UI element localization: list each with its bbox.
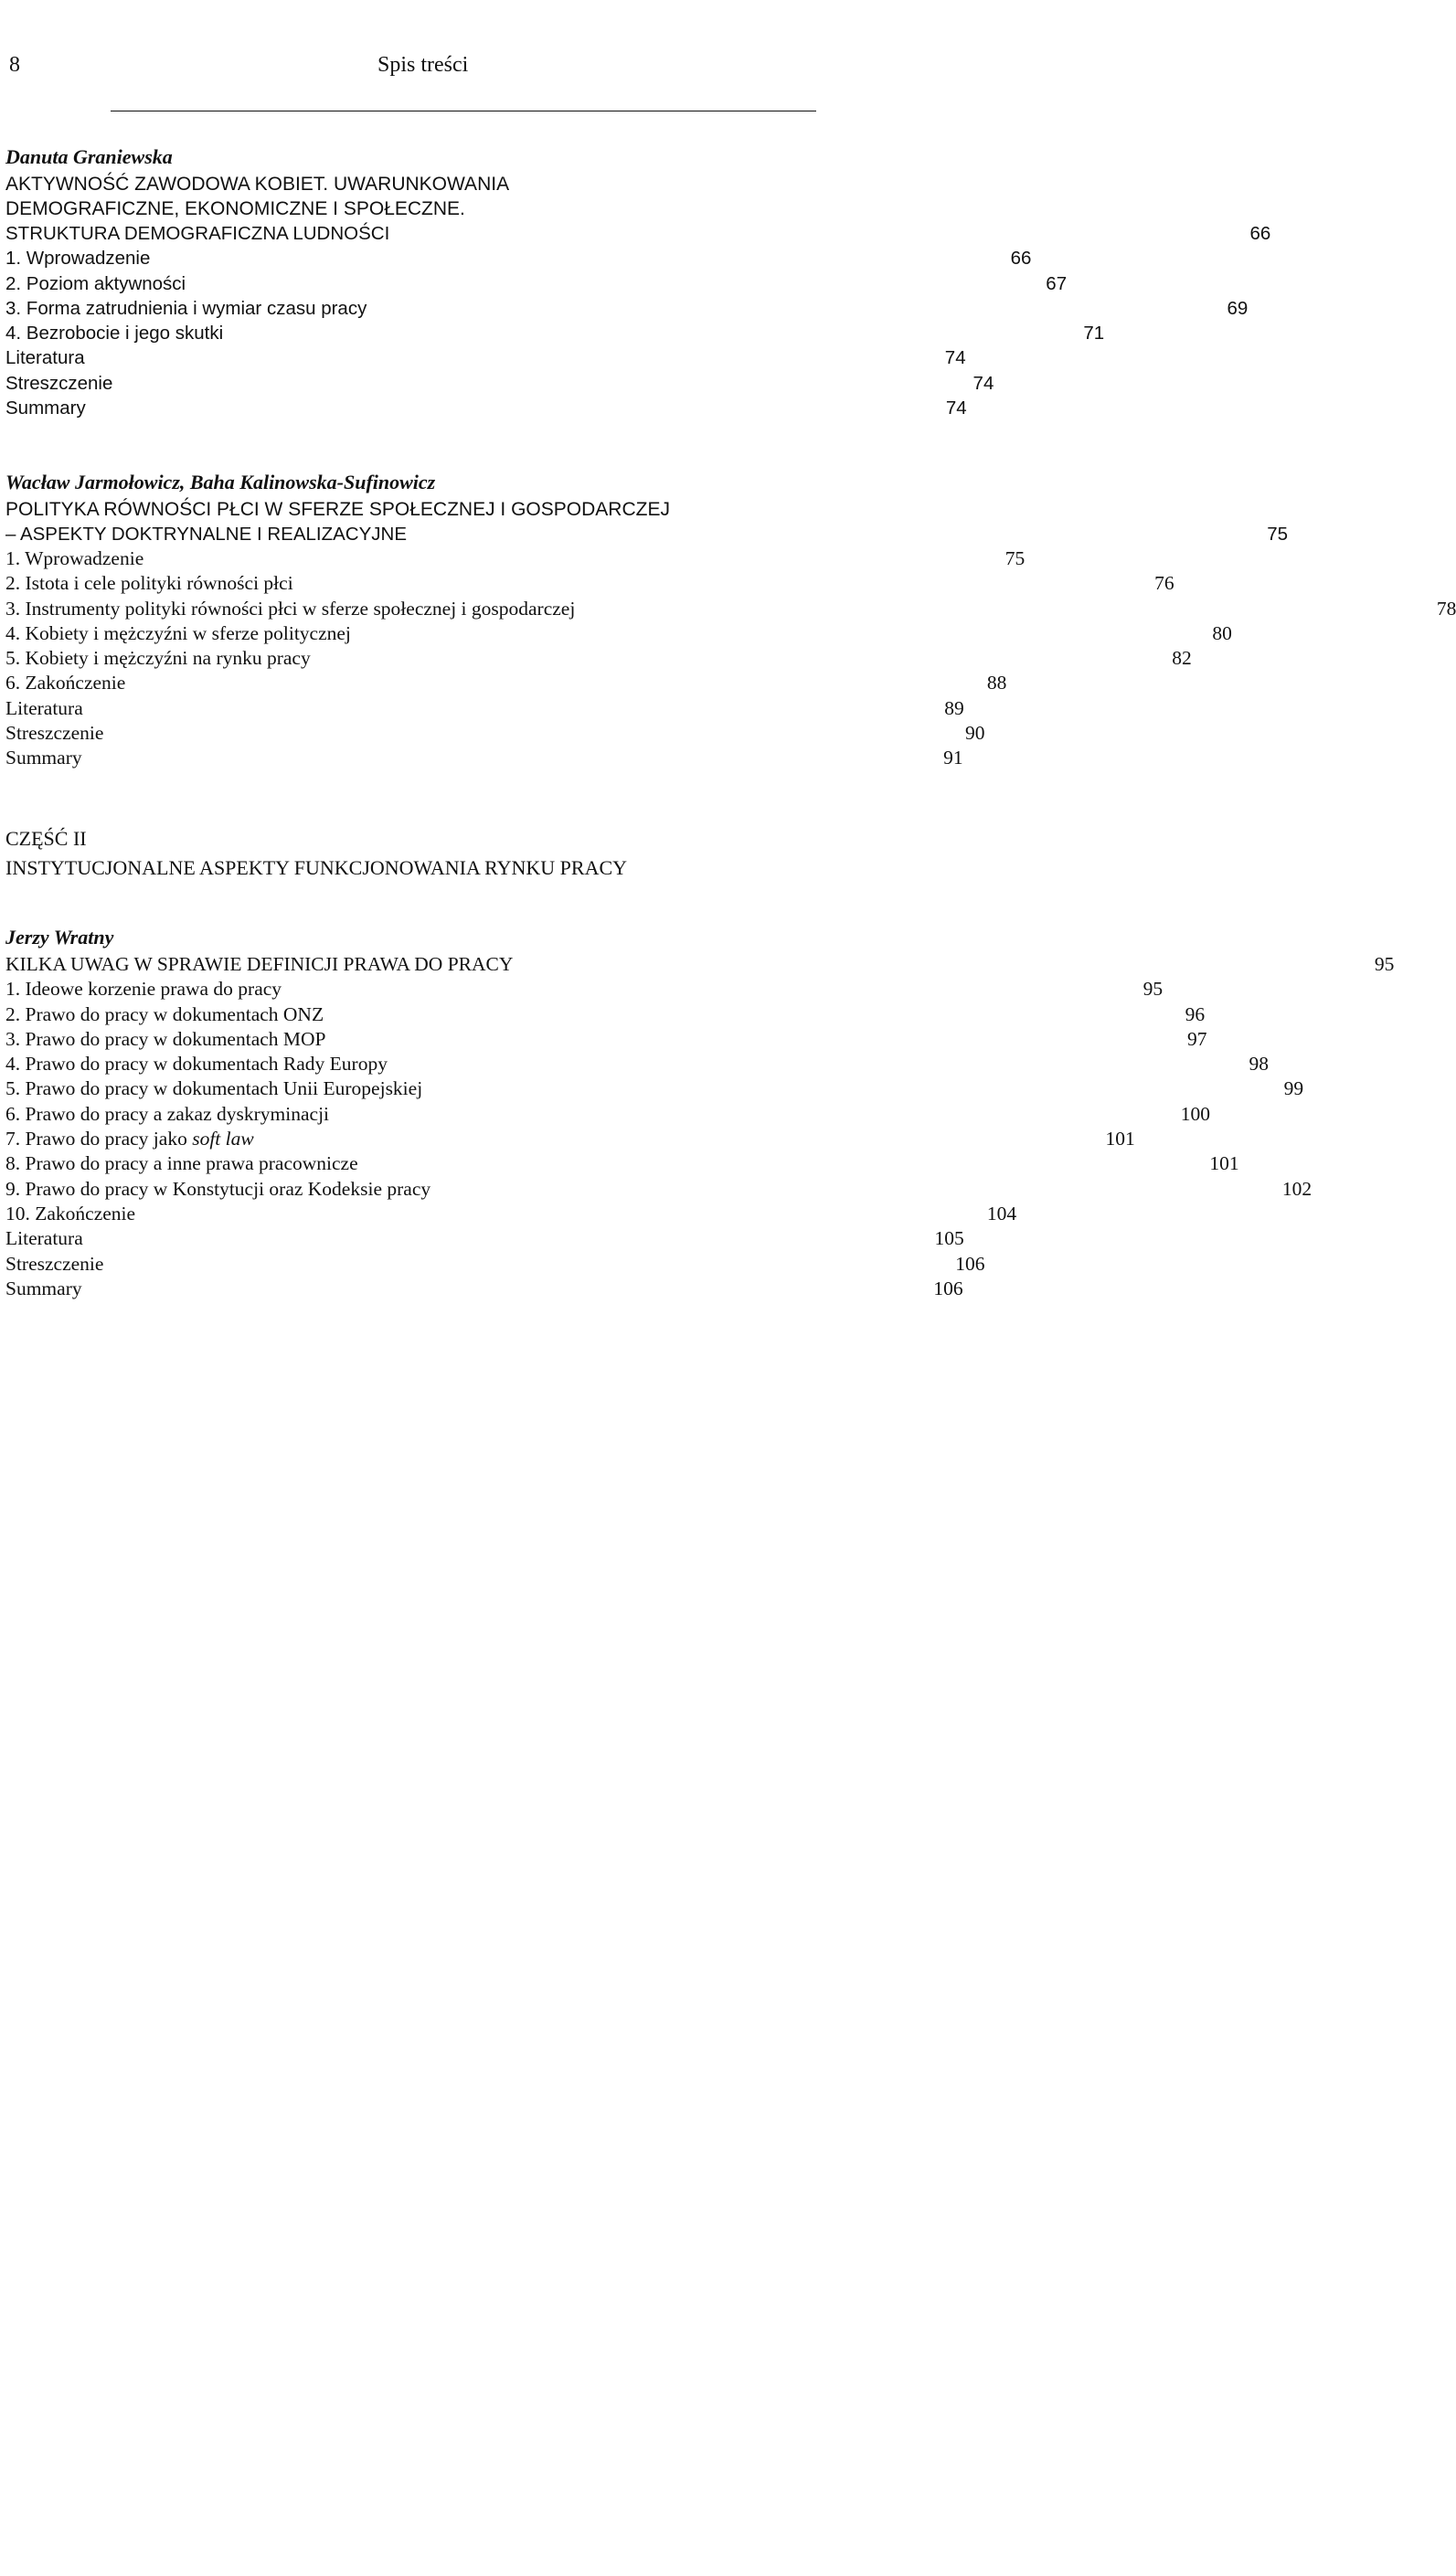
page-number: 8 [9,53,20,77]
toc-entry[interactable] [5,721,985,746]
toc-entry-label: 6. Zakończenie [5,672,126,694]
toc-entry-page: 74 [944,347,966,369]
toc-entry-label: Literatura [5,1227,83,1250]
toc-section-graniewska [5,144,1271,420]
section-title-line: AKTYWNOŚĆ ZAWODOWA KOBIET. UWARUNKOWANIA [5,174,510,195]
toc-entry-page: 95 [1374,953,1395,975]
toc-entry-page: 101 [1105,1128,1135,1150]
section-title-line: POLITYKA RÓWNOŚCI PŁCI W SFERZE SPOŁECZNEJ I GOSPODARCZEJ [5,499,670,520]
toc-entry-page: 99 [1283,1077,1304,1100]
toc-entry-label: 5. Prawo do pracy w dokumentach Unii Europejskiej [5,1077,423,1100]
toc-entry[interactable] [5,221,1271,246]
toc-entry-label: 3. Prawo do pracy w dokumentach MOP [5,1027,326,1050]
toc-entry-page: 75 [1004,547,1026,569]
toc-entry[interactable] [5,1151,1239,1176]
toc-entry-page: 71 [1083,323,1105,345]
toc-entry[interactable] [5,621,1232,646]
toc-entry-label: Summary [5,1277,82,1299]
toc-entry-label: Streszczenie [5,372,113,394]
toc-entry-page: 90 [964,722,985,745]
toc-entry-page: 74 [972,372,994,394]
toc-section-jarmolowicz [5,470,1288,546]
toc-entry[interactable] [5,522,1288,546]
toc-entry-label [5,1127,254,1151]
part-number: CZĘŚĆ II [5,827,87,850]
toc-entry[interactable] [5,1002,1206,1027]
toc-entry-label: Summary [5,747,82,769]
toc-entry[interactable] [5,952,1395,977]
toc-entry-label: Streszczenie [5,722,104,745]
toc-entry-label: 2. Poziom aktywności [5,272,186,294]
toc-entry-page: 89 [944,696,964,719]
toc-entry-page: 95 [1142,978,1164,1001]
toc-entry[interactable] [5,1277,963,1301]
toc-entry[interactable] [5,646,1192,671]
toc-entry-label: STRUKTURA DEMOGRAFICZNA LUDNOŚCI [5,223,390,244]
toc-entry-label-italic: soft law [192,1128,254,1150]
toc-entry[interactable] [5,396,967,420]
section-author: Wacław Jarmołowicz, Baha Kalinowska-Sufinowicz [5,471,436,493]
toc-entry-label: 1. Wprowadzenie [5,248,151,270]
toc-entry[interactable] [5,571,1174,596]
toc-entry-page: 105 [934,1227,964,1250]
toc-entry-label: KILKA UWAG W SPRAWIE DEFINICJI PRAWA DO PRACY [5,953,514,975]
toc-entry-page: 101 [1209,1152,1239,1175]
toc-entry-label: 8. Prawo do pracy a inne prawa pracownicze [5,1152,358,1175]
toc-entry-page: 74 [945,398,967,419]
toc-entry-page: 66 [1249,223,1271,244]
toc-entry-page: 102 [1281,1177,1313,1200]
toc-entry-page: 106 [933,1277,963,1299]
toc-entry-page: 96 [1185,1002,1206,1025]
toc-entry-label: Literatura [5,347,85,369]
toc-entry[interactable] [5,1202,1017,1226]
toc-entry-label-text: 7. Prawo do pracy jako [5,1128,193,1150]
toc-entry-page: 104 [986,1202,1017,1224]
toc-entry[interactable] [5,321,1105,345]
section-author: Danuta Graniewska [5,145,173,168]
toc-entry[interactable] [5,1027,1207,1052]
toc-section-wratny [5,925,1395,1301]
toc-entry-page: 66 [1010,248,1032,270]
toc-entry[interactable] [5,746,963,770]
toc-entry[interactable] [5,345,966,370]
toc-entry-page: 80 [1212,621,1232,644]
toc-entry[interactable] [5,296,1249,321]
toc-entry-label: – ASPEKTY DOKTRYNALNE I REALIZACYJNE [5,524,407,545]
toc-entry-label: 1. Wprowadzenie [5,547,144,569]
section-author: Jerzy Wratny [5,926,114,949]
toc-entry[interactable] [5,1127,1135,1151]
toc-entry-label: Literatura [5,696,83,719]
toc-entry-page: 76 [1154,572,1174,595]
toc-entry-label: 4. Prawo do pracy w dokumentach Rady Europy [5,1053,388,1076]
toc-entry-page: 75 [1267,524,1288,545]
toc-entry[interactable] [5,1052,1269,1076]
toc-entry[interactable] [5,246,1032,270]
toc-entry-label: 4. Kobiety i mężczyźni w sferze politycznej [5,621,351,644]
toc-entry[interactable] [5,1226,964,1251]
toc-entry-page: 78 [1436,597,1456,620]
toc-entry[interactable] [5,671,1007,695]
toc-entry-page: 100 [1180,1102,1211,1125]
running-title: Spis treści [377,53,469,77]
part-title: INSTYTUCJONALNE ASPEKTY FUNKCJONOWANIA RYNKU PRACY [5,856,628,879]
toc-entry-page: 67 [1046,272,1068,294]
toc-entry-label: 5. Kobiety i mężczyźni na rynku pracy [5,647,311,670]
toc-entry[interactable] [5,546,1026,571]
toc-entry-page: 91 [943,747,963,769]
toc-entry-page: 82 [1172,647,1192,670]
toc-entry[interactable] [5,977,1164,1002]
page-header [0,0,877,113]
toc-entry-label: 9. Prawo do pracy w Konstytucji oraz Kodeksie pracy [5,1177,431,1200]
toc-entry-label: 4. Bezrobocie i jego skutki [5,323,224,345]
toc-entry-label: 3. Instrumenty polityki równości płci w sferze społecznej i gospodarczej [5,597,576,620]
section-title-line: DEMOGRAFICZNE, EKONOMICZNE I SPOŁECZNE. [5,198,465,219]
toc-entry-label: 6. Prawo do pracy a zakaz dyskryminacji [5,1102,330,1125]
toc-section-jarmolowicz-entries [5,546,1456,771]
toc-entry[interactable] [5,696,964,721]
toc-entry-page: 69 [1227,297,1249,319]
toc-entry[interactable] [5,1252,985,1277]
toc-entry[interactable] [5,271,1068,296]
toc-entry-label: 1. Ideowe korzenie prawa do pracy [5,978,282,1001]
toc-entry-label: Streszczenie [5,1252,104,1275]
toc-entry[interactable] [5,371,994,396]
toc-entry-label: 3. Forma zatrudnienia i wymiar czasu pracy [5,297,367,319]
toc-entry[interactable] [5,1102,1211,1127]
part-heading [5,824,817,883]
toc-entry-page: 97 [1187,1027,1207,1050]
toc-entry-page: 88 [986,672,1007,694]
toc-entry-page: 106 [955,1252,985,1275]
toc-entry-label: 2. Prawo do pracy w dokumentach ONZ [5,1002,324,1025]
toc-entry-page: 98 [1249,1053,1269,1076]
toc-entry-label: 2. Istota i cele polityki równości płci [5,572,293,595]
toc-entry-label: Summary [5,398,86,419]
toc-entry-label: 10. Zakończenie [5,1202,136,1224]
